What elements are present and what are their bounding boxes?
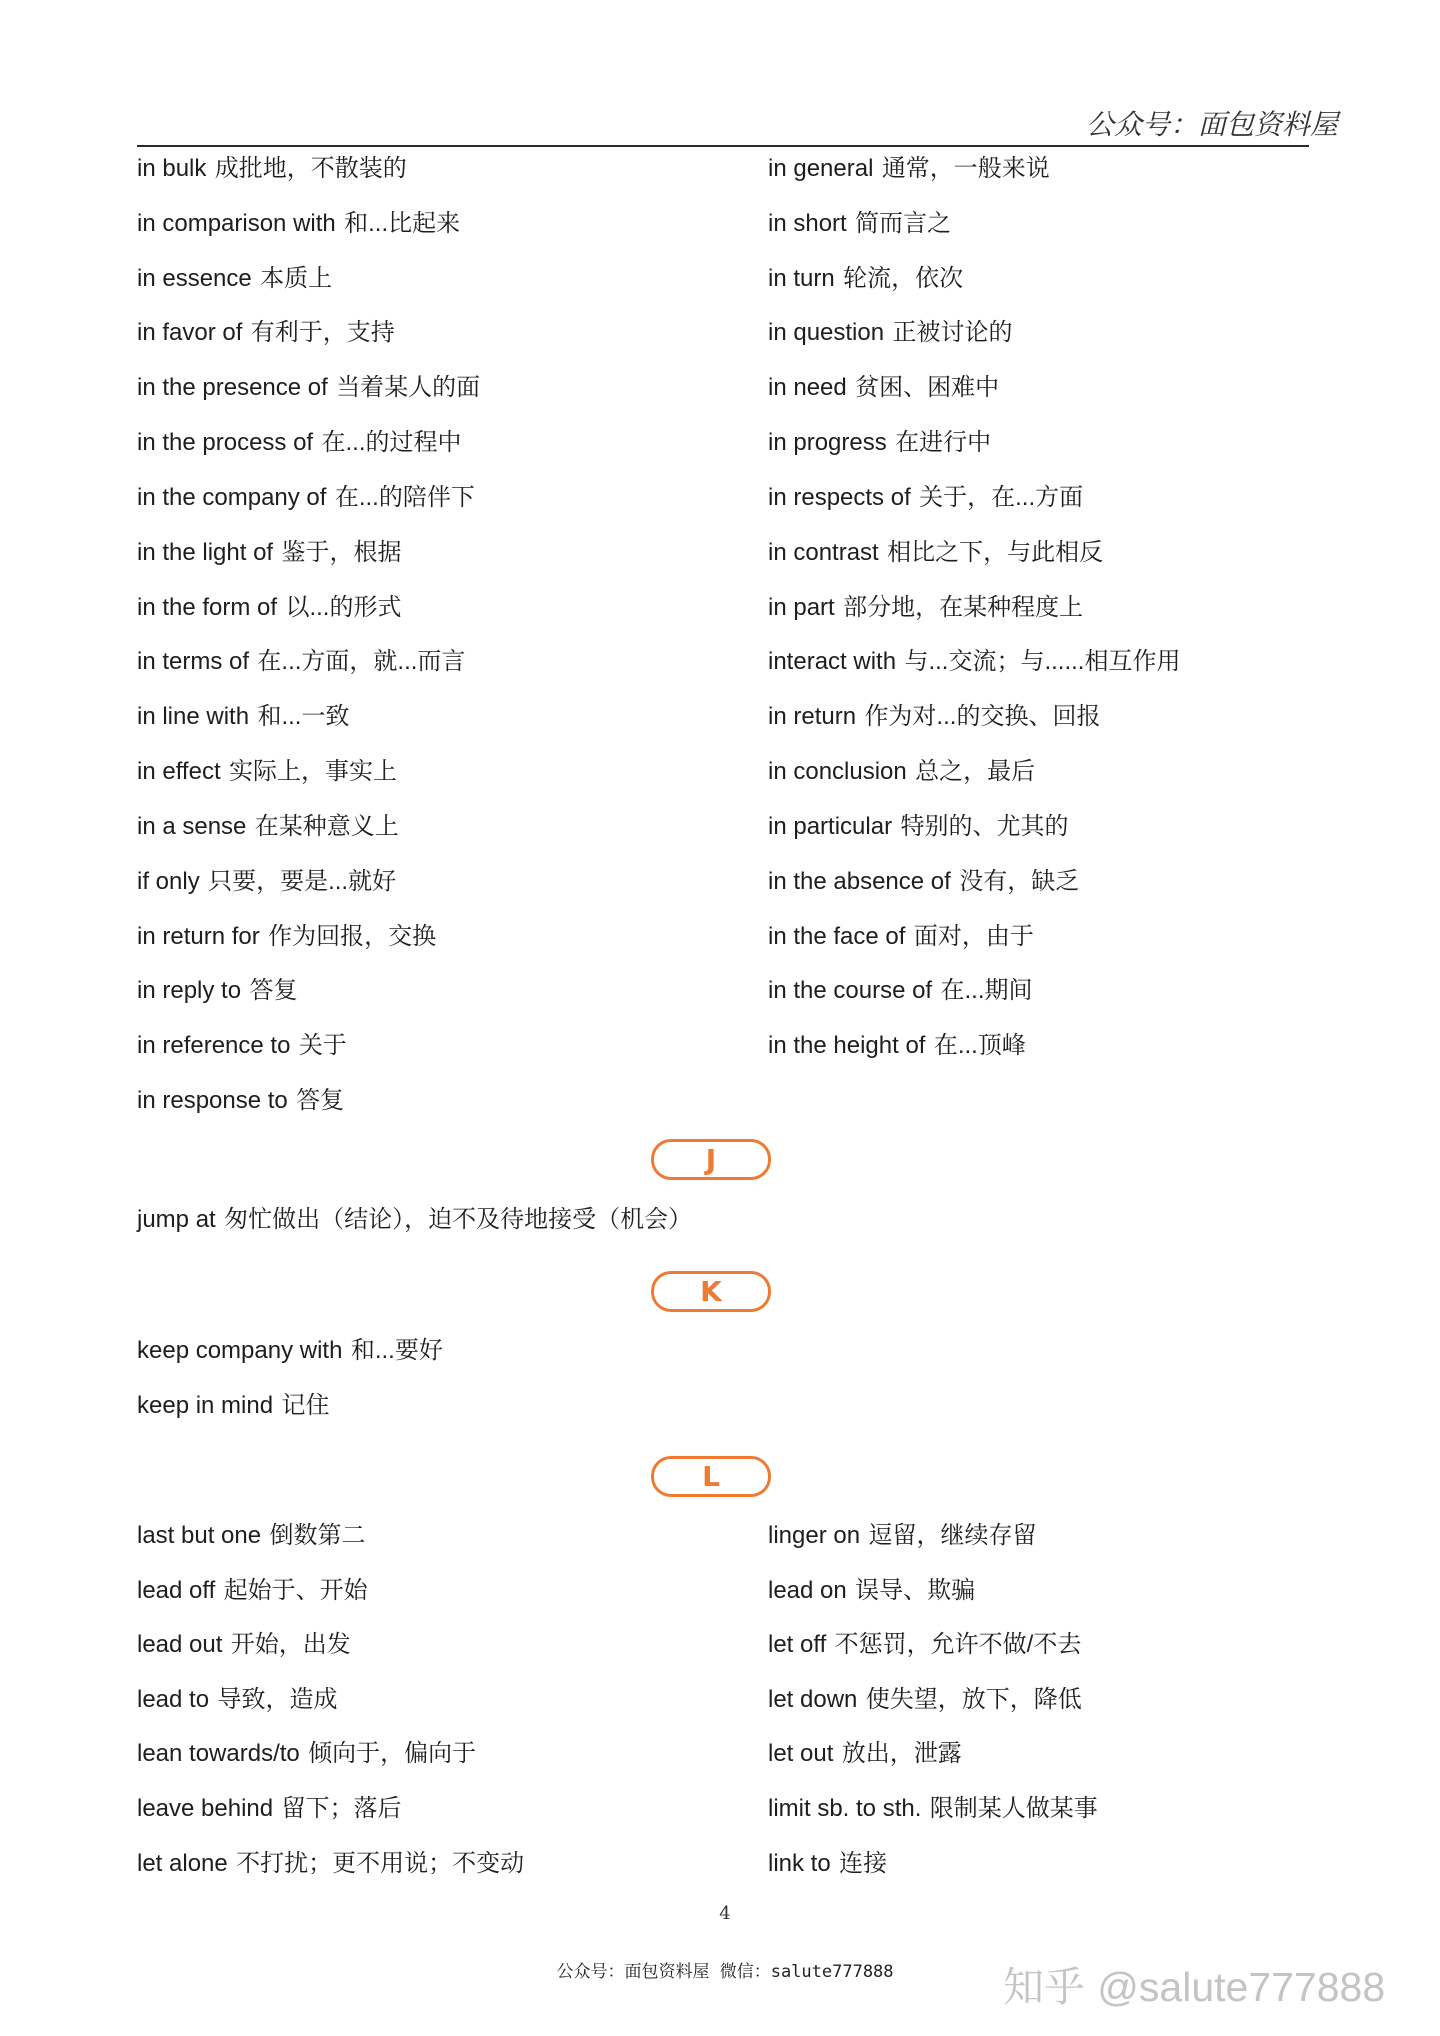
phrase-term: in effect: [137, 758, 221, 786]
phrase-meaning: 倒数第二: [269, 1522, 366, 1549]
phrase-term: leave behind: [137, 1794, 274, 1822]
phrase-meaning: 贫困、困难中: [855, 374, 1000, 402]
phrase-term: in need: [768, 374, 847, 402]
phrase-row: [137, 1193, 692, 1248]
phrase-row: [137, 526, 480, 581]
phrase-term: in comparison with: [137, 209, 336, 237]
phrase-term: in bulk: [137, 155, 207, 182]
phrase-term: limit sb. to sth.: [768, 1794, 922, 1822]
section-i-right-column: [768, 142, 1180, 1074]
phrase-row: [137, 690, 480, 745]
phrase-meaning: 鉴于，根据: [281, 538, 402, 566]
phrase-meaning: 答复: [249, 977, 298, 1005]
phrase-meaning: 正被讨论的: [892, 319, 1013, 347]
watermark-logo: 知乎: [1003, 1964, 1085, 2010]
phrase-meaning: 作为回报，交换: [268, 922, 437, 950]
phrase-row: [137, 1509, 524, 1564]
phrase-term: lead off: [137, 1576, 216, 1604]
phrase-term: in particular: [768, 812, 893, 840]
phrase-term: in the height of: [768, 1032, 926, 1060]
phrase-row: [137, 1782, 524, 1837]
phrase-meaning: 使失望，放下，降低: [865, 1685, 1082, 1713]
phrase-meaning: 面对，由于: [913, 922, 1034, 950]
phrase-meaning: 在...顶峰: [933, 1032, 1026, 1060]
phrase-row: [768, 526, 1180, 581]
page-number: 4: [719, 1903, 731, 1924]
phrase-row: [137, 1837, 524, 1892]
phrase-row: [137, 910, 480, 965]
phrase-meaning: 在...的过程中: [321, 429, 462, 457]
phrase-row: [768, 964, 1180, 1019]
phrase-term: let down: [768, 1685, 858, 1713]
phrase-row: [137, 306, 480, 361]
phrase-meaning: 通常，一般来说: [881, 155, 1050, 182]
phrase-row: [768, 1782, 1098, 1837]
phrase-meaning: 在...期间: [940, 977, 1033, 1005]
phrase-row: [137, 1074, 480, 1129]
phrase-meaning: 和...比起来: [344, 209, 461, 237]
phrase-term: in return for: [137, 922, 260, 950]
footer-credit: 公众号：面包资料屋 微信：salute777888: [556, 1962, 894, 1982]
phrase-row: [137, 745, 480, 800]
phrase-term: in return: [768, 703, 857, 731]
phrase-meaning: 误导、欺骗: [855, 1576, 976, 1604]
phrase-term: in the process of: [137, 429, 314, 457]
section-l-left-column: [137, 1509, 524, 1891]
phrase-meaning: 和...要好: [350, 1337, 443, 1364]
phrase-term: in the face of: [768, 922, 906, 950]
phrase-term: in respects of: [768, 483, 911, 511]
phrase-meaning: 实际上，事实上: [229, 758, 398, 786]
phrase-row: [768, 416, 1180, 471]
phrase-meaning: 部分地，在某种程度上: [843, 593, 1084, 621]
phrase-row: [768, 581, 1180, 636]
phrase-term: in question: [768, 319, 885, 347]
phrase-row: [137, 1324, 443, 1379]
phrase-term: in progress: [768, 429, 887, 457]
phrase-row: [768, 1837, 1098, 1892]
phrase-meaning: 本质上: [260, 264, 333, 292]
phrase-term: in general: [768, 155, 874, 182]
phrase-term: in terms of: [137, 648, 250, 676]
phrase-row: [768, 910, 1180, 965]
phrase-term: let alone: [137, 1849, 228, 1877]
phrase-term: in the absence of: [768, 867, 951, 895]
zhihu-watermark: [1003, 1962, 1385, 2012]
phrase-meaning: 总之，最后: [915, 758, 1036, 786]
phrase-meaning: 当着某人的面: [336, 374, 481, 402]
phrase-term: in the form of: [137, 593, 278, 621]
phrase-meaning: 和...一致: [257, 703, 350, 731]
phrase-term: lead out: [137, 1631, 223, 1659]
phrase-term: in a sense: [137, 812, 247, 840]
phrase-meaning: 有利于，支持: [250, 319, 395, 347]
phrase-row: [768, 1618, 1098, 1673]
phrase-term: in the course of: [768, 977, 933, 1005]
section-k-list: [137, 1324, 443, 1434]
phrase-row: [768, 252, 1180, 307]
phrase-term: in reply to: [137, 977, 242, 1005]
phrase-term: in response to: [137, 1087, 288, 1115]
phrase-meaning: 作为对...的交换、回报: [864, 703, 1101, 731]
section-l-right-column: [768, 1509, 1098, 1891]
phrase-term: let out: [768, 1740, 834, 1768]
phrase-row: [137, 855, 480, 910]
page-header-source: 公众号：面包资料屋: [1085, 108, 1338, 141]
phrase-meaning: 逗留，继续存留: [868, 1522, 1037, 1549]
phrase-row: [137, 581, 480, 636]
letter-badge-l: L: [651, 1456, 771, 1497]
phrase-term: in conclusion: [768, 758, 907, 786]
phrase-term: link to: [768, 1849, 831, 1877]
phrase-row: [137, 964, 480, 1019]
phrase-row: [768, 1019, 1180, 1074]
phrase-meaning: 开始，出发: [230, 1631, 351, 1659]
phrase-meaning: 不打扰；更不用说；不变动: [236, 1849, 525, 1877]
phrase-meaning: 起始于、开始: [223, 1576, 368, 1604]
phrase-row: [768, 361, 1180, 416]
phrase-meaning: 只要，要是...就好: [208, 867, 397, 895]
phrase-meaning: 留下；落后: [281, 1794, 402, 1822]
phrase-term: keep company with: [137, 1337, 343, 1364]
letter-badge-j: J: [651, 1139, 771, 1180]
phrase-row: [137, 800, 480, 855]
phrase-term: lead to: [137, 1685, 210, 1713]
phrase-meaning: 关于，在...方面: [919, 483, 1084, 511]
phrase-meaning: 答复: [296, 1087, 345, 1115]
phrase-row: [137, 1564, 524, 1619]
phrase-meaning: 记住: [281, 1391, 330, 1419]
watermark-handle: @salute777888: [1097, 1964, 1386, 2010]
phrase-meaning: 限制某人做某事: [929, 1794, 1098, 1822]
phrase-term: interact with: [768, 648, 897, 676]
phrase-row: [137, 361, 480, 416]
phrase-meaning: 简而言之: [855, 209, 952, 237]
phrase-term: in the light of: [137, 538, 274, 566]
phrase-row: [768, 471, 1180, 526]
phrase-term: in line with: [137, 703, 250, 731]
phrase-term: keep in mind: [137, 1391, 274, 1419]
section-j-list: [137, 1193, 692, 1248]
phrase-meaning: 特别的、尤其的: [900, 812, 1069, 840]
phrase-row: [137, 1727, 524, 1782]
phrase-row: [768, 1564, 1098, 1619]
phrase-row: [137, 142, 480, 197]
phrase-meaning: 倾向于，偏向于: [308, 1740, 477, 1768]
phrase-meaning: 放出，泄露: [841, 1740, 962, 1768]
phrase-term: in favor of: [137, 319, 243, 347]
phrase-meaning: 在进行中: [895, 429, 992, 457]
phrase-term: in reference to: [137, 1032, 291, 1060]
phrase-row: [768, 635, 1180, 690]
letter-badge-k: K: [651, 1271, 771, 1312]
phrase-term: in turn: [768, 264, 835, 292]
phrase-meaning: 轮流，依次: [843, 264, 964, 292]
phrase-row: [137, 1379, 443, 1434]
section-i-left-column: [137, 142, 480, 1129]
phrase-row: [137, 471, 480, 526]
phrase-term: if only: [137, 867, 200, 895]
phrase-meaning: 成批地，不散装的: [214, 155, 407, 182]
phrase-row: [768, 306, 1180, 361]
phrase-row: [768, 745, 1180, 800]
phrase-row: [768, 142, 1180, 197]
phrase-row: [137, 635, 480, 690]
phrase-meaning: 不惩罚，允许不做/不去: [834, 1631, 1082, 1659]
phrase-term: in part: [768, 593, 835, 621]
phrase-term: last but one: [137, 1522, 262, 1549]
phrase-row: [137, 1019, 480, 1074]
phrase-row: [768, 1673, 1098, 1728]
phrase-term: lean towards/to: [137, 1740, 300, 1768]
phrase-term: in contrast: [768, 538, 879, 566]
phrase-meaning: 相比之下，与此相反: [887, 538, 1104, 566]
phrase-term: in the company of: [137, 483, 327, 511]
phrase-meaning: 关于: [298, 1032, 347, 1060]
phrase-meaning: 没有，缺乏: [959, 867, 1080, 895]
phrase-row: [137, 197, 480, 252]
phrase-meaning: 在...方面，就...而言: [257, 648, 466, 676]
phrase-row: [768, 855, 1180, 910]
phrase-meaning: 匆忙做出（结论），迫不及待地接受（机会）: [224, 1206, 693, 1233]
phrase-row: [768, 1509, 1098, 1564]
phrase-meaning: 导致，造成: [217, 1685, 338, 1713]
phrase-term: lead on: [768, 1576, 847, 1604]
phrase-meaning: 与...交流；与......相互作用: [904, 648, 1181, 676]
phrase-row: [137, 252, 480, 307]
phrase-term: in the presence of: [137, 374, 328, 402]
phrase-row: [768, 197, 1180, 252]
phrase-meaning: 连接: [839, 1849, 888, 1877]
phrase-term: linger on: [768, 1522, 861, 1549]
phrase-term: let off: [768, 1631, 827, 1659]
phrase-row: [768, 1727, 1098, 1782]
phrase-term: jump at: [137, 1206, 216, 1233]
phrase-row: [137, 1673, 524, 1728]
phrase-term: in short: [768, 209, 847, 237]
phrase-row: [768, 800, 1180, 855]
phrase-row: [137, 416, 480, 471]
phrase-term: in essence: [137, 264, 252, 292]
phrase-row: [137, 1618, 524, 1673]
phrase-meaning: 在...的陪伴下: [334, 483, 475, 511]
phrase-meaning: 以...的形式: [285, 593, 402, 621]
phrase-row: [768, 690, 1180, 745]
phrase-meaning: 在某种意义上: [254, 812, 399, 840]
